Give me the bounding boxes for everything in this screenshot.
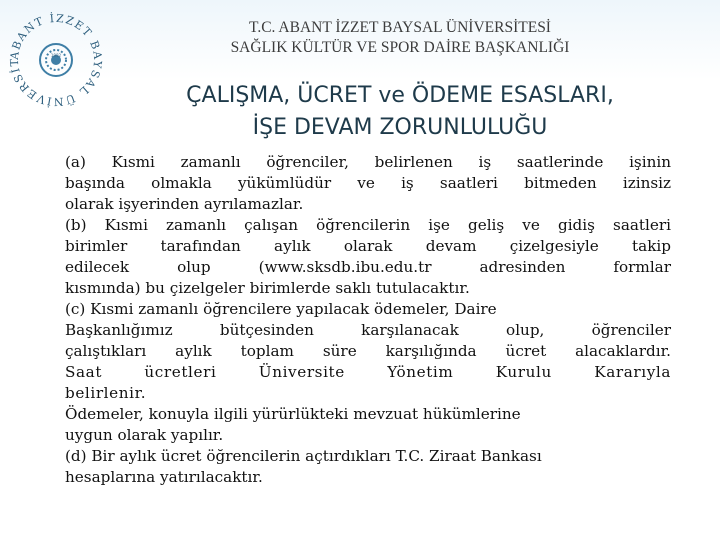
paragraph-b-line-2: birimler tarafından aylık olarak devam çizelgesiyle takip [65,237,671,255]
document-body [65,152,671,488]
paragraph-b-line-1: (b) Kısmi zamanlı çalışan öğrencilerin işe geliş ve gidiş saatleri [65,216,671,234]
paragraph-b-line-3: edilecek olup (www.sksdb.ibu.edu.tr adresinden formlar [65,258,671,276]
paragraph-b-line-4: kısmında) bu çizelgeler birimlerde saklı tutulacaktır. [65,279,470,297]
paragraph-c-line-3: çalıştıkları aylık toplam süre karşılığında ücret alacaklardır. [65,342,671,360]
paragraph-payment-line-2: uygun olarak yapılır. [65,426,224,444]
paragraph-a-line-2: başında olmakla yükümlüdür ve iş saatleri bitmeden izinsiz [65,174,671,192]
paragraph-d-line-1: (d) Bir aylık ücret öğrencilerin açtırdıkları T.C. Ziraat Bankası [65,447,542,465]
logo-emblem [40,44,72,76]
paragraph-c-line-4: Saat ücretleri Üniversite Yönetim Kurulu Kararıyla [65,363,671,381]
paragraph-d-line-2: hesaplarına yatırılacaktır. [65,468,263,486]
page-header [150,18,650,58]
logo-year: 1992 [50,53,62,58]
header-line-department: SAĞLIK KÜLTÜR VE SPOR DAİRE BAŞKANLIĞI [230,39,570,56]
logo-ring-text: ABANT İZZET BAYSAL ÜNİVERSİT [7,11,105,109]
paragraph-c-line-2: Başkanlığımız bütçesinden karşılanacak olup, öğrenciler [65,321,671,339]
page-title [60,80,720,144]
paragraph-a-line-3: olarak işyerinden ayrılamazlar. [65,195,304,213]
paragraph-payment-line-1: Ödemeler, konuyla ilgili yürürlükteki mevzuat hükümlerine [65,405,521,423]
paragraph-c-line-1: (c) Kısmi zamanlı öğrencilere yapılacak ödemeler, Daire [65,300,497,318]
title-line-2: İŞE DEVAM ZORUNLULUĞU [252,115,548,140]
paragraph-c-line-5: belirlenir. [65,384,147,402]
header-line-university: T.C. ABANT İZZET BAYSAL ÜNİVERSİTESİ [249,19,551,36]
paragraph-a-line-1: (a) Kısmi zamanlı öğrenciler, belirlenen iş saatlerinde işinin [65,153,671,171]
title-line-1: ÇALIŞMA, ÜCRET ve ÖDEME ESASLARI, [186,83,614,108]
